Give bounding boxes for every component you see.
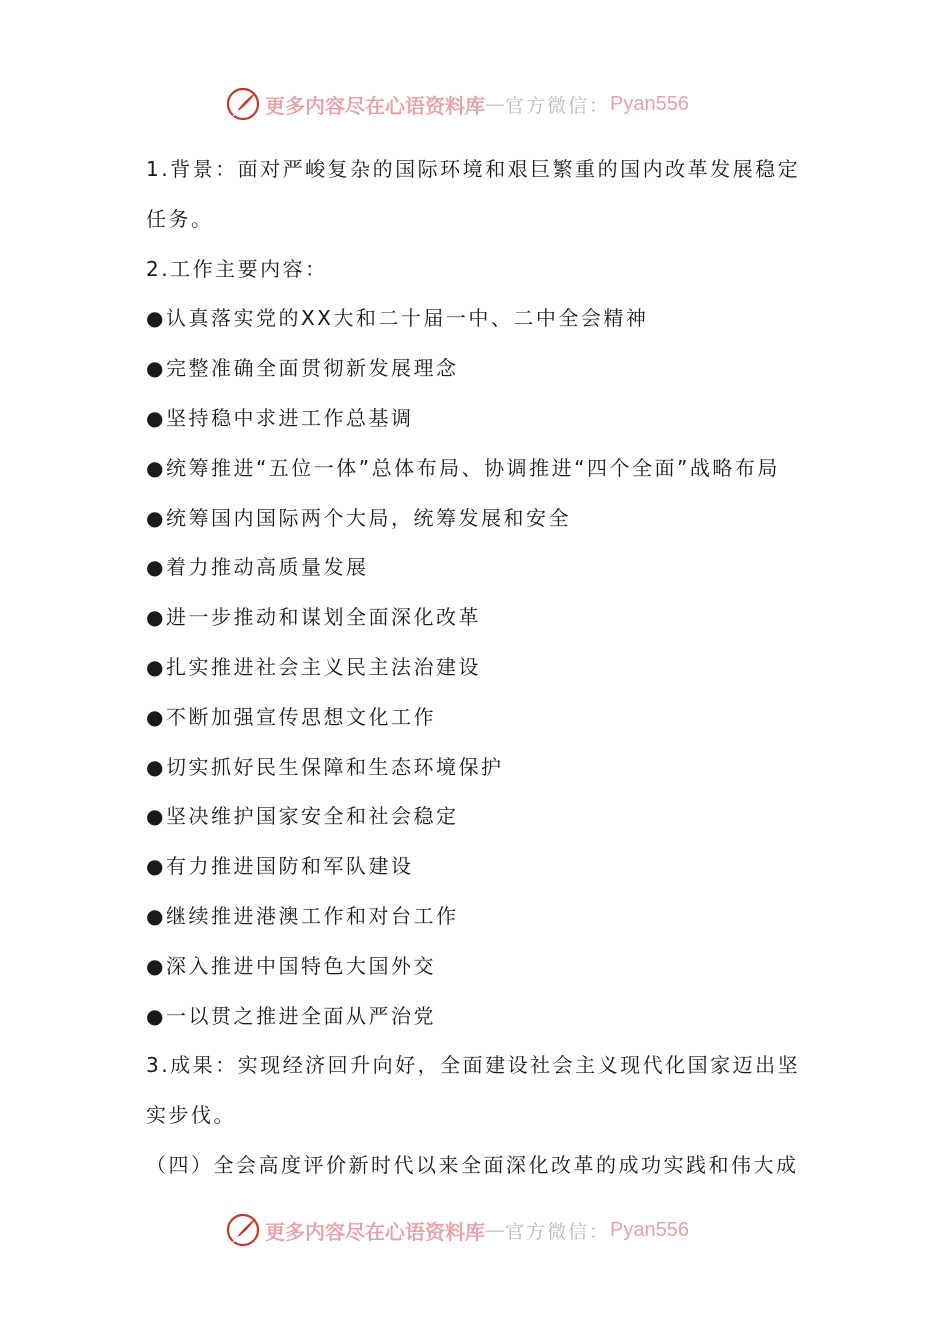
bullet-item: ●不断加强宣传思想文化工作 (146, 704, 436, 729)
bullet-item: ●扎实推进社会主义民主法治建设 (146, 654, 481, 679)
bullet-item: ●有力推进国防和军队建设 (146, 854, 414, 879)
watermark-id: Pyan556 (610, 92, 689, 115)
watermark-dash: — (485, 92, 505, 116)
bullet-item: ●统筹国内国际两个大局，统筹发展和安全 (146, 505, 571, 530)
text-line: 1.背景：面对严峻复杂的国际环境和艰巨繁重的国内改革发展稳定 (146, 157, 801, 181)
watermark-brand: 更多内容尽在心语资料库 (265, 1219, 485, 1244)
bullet-item: ●进一步推动和谋划全面深化改革 (146, 605, 481, 630)
text-line: 实步伐。 (146, 1103, 236, 1128)
bullet-item: ●坚决维护国家安全和社会稳定 (146, 804, 459, 829)
text-line: 2.工作主要内容： (146, 256, 328, 281)
bullet-item: ●认真落实党的XX大和二十届一中、二中全会精神 (146, 306, 649, 331)
watermark-dash: — (485, 1218, 505, 1242)
watermark-id: Pyan556 (610, 1218, 689, 1241)
bullet-item: ●完整准确全面贯彻新发展理念 (146, 356, 459, 381)
bullet-item: ●着力推动高质量发展 (146, 555, 369, 580)
bullet-item: ●继续推进港澳工作和对台工作 (146, 903, 459, 928)
bullet-item: ●统筹推进“五位一体”总体布局、协调推进“四个全面”战略布局 (146, 455, 780, 480)
watermark-label: 官方微信： (505, 94, 611, 117)
watermark-label: 官方微信： (505, 1220, 611, 1243)
watermark-brand: 更多内容尽在心语资料库 (265, 93, 485, 118)
bullet-item: ●一以贯之推进全面从严治党 (146, 1003, 436, 1028)
bullet-item: ●切实抓好民生保障和生态环境保护 (146, 754, 504, 779)
text-line: 3.成果：实现经济回升向好，全面建设社会主义现代化国家迈出坚 (146, 1053, 801, 1078)
bullet-item: ●深入推进中国特色大国外交 (146, 953, 436, 978)
bullet-item: ●坚持稳中求进工作总基调 (146, 405, 414, 430)
text-line: 任务。 (146, 206, 214, 231)
footer-watermark (225, 1210, 689, 1250)
quill-logo-icon (225, 1212, 261, 1248)
document-body (146, 145, 811, 1191)
quill-logo-icon (225, 86, 261, 122)
header-watermark (225, 84, 689, 124)
text-line: （四）全会高度评价新时代以来全面深化改革的成功实践和伟大成 (146, 1152, 799, 1177)
